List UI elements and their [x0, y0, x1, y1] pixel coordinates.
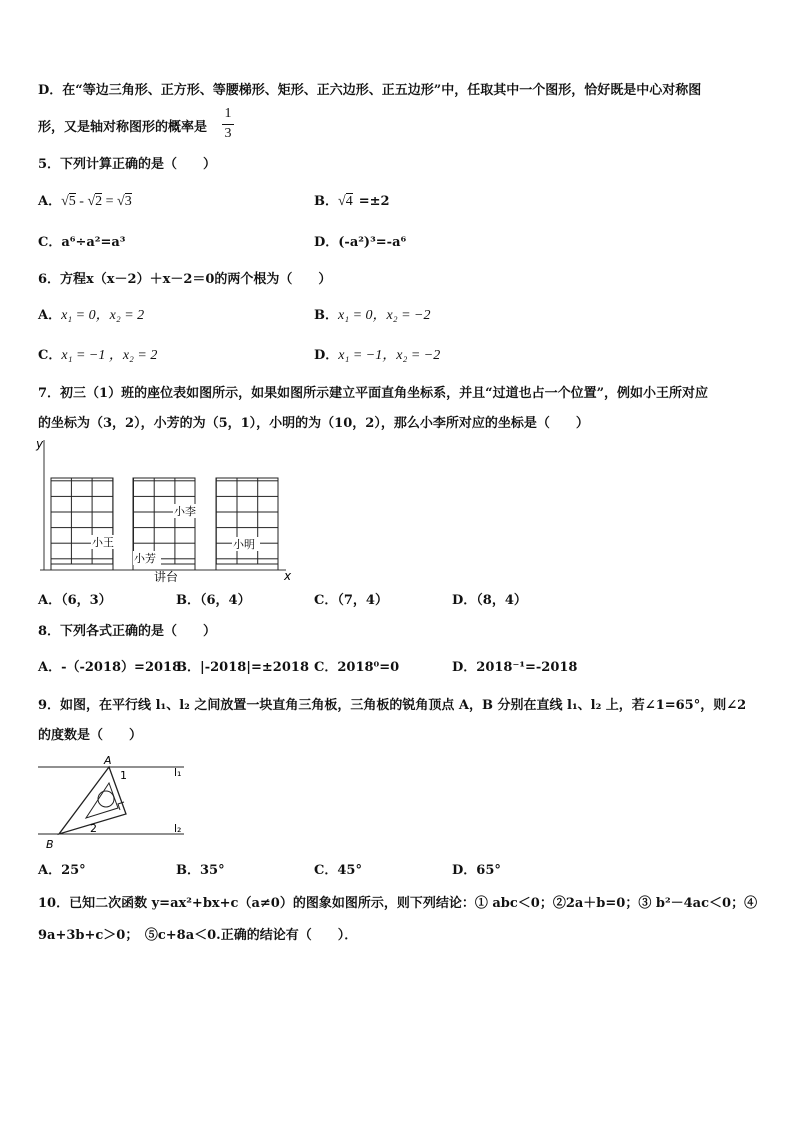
question-5-option-c: C．a⁶÷a²=a³	[38, 235, 126, 250]
seat-block-left	[51, 478, 113, 570]
angle-2-label: 2	[90, 822, 97, 835]
radicand-2: 2	[95, 194, 103, 209]
seating-chart-figure	[30, 434, 300, 586]
question-9-option-b: B．35°	[176, 863, 225, 878]
set-square-hole	[98, 791, 114, 807]
option-b-rest: =±2	[358, 194, 390, 209]
y-axis-label: y	[36, 437, 44, 451]
question-7-option-c: C．（7，4）	[314, 593, 388, 608]
question-9-line2: 的度数是（ ）	[38, 728, 143, 743]
question-7-option-b: B．（6，4）	[176, 593, 251, 608]
question-9-option-d: D．65°	[452, 863, 501, 878]
question-6-option-b	[314, 308, 431, 324]
question-4-option-d-line1: D．在“等边三角形、正方形、等腰梯形、矩形、正六边形、正五边形”中，任取其中一个图形，恰好既是中心对称图	[38, 83, 702, 98]
question-6-option-d	[314, 348, 440, 364]
question-9-option-a: A．25°	[38, 863, 86, 878]
label-l2: l₂	[174, 822, 182, 835]
question-8-stem: 8．下列各式正确的是（ ）	[38, 624, 217, 639]
label-xiaoming: 小明	[233, 538, 255, 551]
label-a: A	[104, 754, 112, 767]
question-7-option-a: A．（6，3）	[38, 593, 112, 608]
label-podium: 讲台	[154, 570, 179, 584]
question-5-option-d: D．(-a²)³=-a⁶	[314, 235, 407, 250]
question-7-line2: 的坐标为（3，2），小芳的为（5，1），小明的为（10，2），那么小李所对应的坐标是（ ）	[38, 416, 589, 431]
radicand-3: 3	[124, 194, 132, 209]
fraction-denominator: 3	[224, 126, 232, 141]
question-5-option-a: A．√5 - √2 = √3	[38, 194, 132, 209]
question-9-line1: 9．如图，在平行线 l₁、l₂ 之间放置一块直角三角板，三角板的锐角顶点 A，B 分别在直线 l₁、l₂ 上，若∠1=65°，则∠2	[38, 698, 747, 713]
radicand-4: 4	[345, 194, 353, 209]
x-axis-label: x	[284, 569, 292, 583]
question-7-line1: 7．初三（1）班的座位表如图所示，如果如图所示建立平面直角坐标系，并且“过道也占一个位置”，例如小王所对应	[38, 386, 709, 401]
question-8-option-a: A．-（-2018）=2018	[38, 660, 182, 675]
question-6-option-a	[38, 308, 144, 324]
question-10-line2: 9a+3b+c＞0； ⑤c+8a＜0.正确的结论有（ ）．	[38, 928, 358, 943]
angle-1-label: 1	[120, 769, 127, 782]
option-b-label: B．	[314, 308, 338, 323]
label-b: B	[46, 838, 54, 851]
minus-sign: -	[75, 194, 88, 209]
option-b-label: B．	[314, 194, 338, 209]
label-xiaoli: 小李	[174, 505, 196, 518]
question-5-option-b: B．√4 =±2	[314, 194, 390, 209]
question-8-option-b: B．|-2018|=±2018	[176, 660, 309, 675]
option-b-math: x₁ = 0，x₂ = −2	[338, 308, 431, 323]
fraction-bar	[222, 124, 234, 125]
label-l1: l₁	[174, 766, 182, 779]
equals-sign: =	[102, 194, 118, 209]
question-6-option-c	[38, 348, 157, 364]
question-4-option-d-line2: 形，又是轴对称图形的概率是	[38, 120, 208, 135]
fraction-numerator: 1	[224, 106, 232, 121]
option-a-label: A．	[38, 308, 62, 323]
question-5-stem: 5．下列计算正确的是（ ）	[38, 157, 217, 172]
option-d-math: x₁ = −1，x₂ = −2	[338, 348, 441, 363]
question-9-option-c: C．45°	[314, 863, 362, 878]
question-8-option-d: D．2018⁻¹=-2018	[452, 660, 578, 675]
radicand-5: 5	[68, 194, 76, 209]
option-a-math: x₁ = 0，x₂ = 2	[61, 308, 145, 323]
question-6-stem: 6．方程x（x－2）＋x－2＝0的两个根为（ ）	[38, 272, 332, 287]
option-c-math: x₁ = −1 ，x₂ = 2	[61, 348, 158, 363]
option-a-label: A．	[38, 194, 62, 209]
question-10-line1: 10．已知二次函数 y=ax²+bx+c（a≠0）的图象如图所示，则下列结论：① abc＜0；②2a＋b=0；③ b²－4ac＜0；④	[38, 896, 758, 911]
label-xiaowang: 小王	[92, 536, 114, 549]
seat-block-right	[216, 478, 278, 570]
label-xiaofang: 小芳	[134, 552, 156, 565]
question-7-option-d: D．（8，4）	[452, 593, 527, 608]
option-d-label: D．	[314, 348, 339, 363]
question-8-option-c: C．2018⁰=0	[314, 660, 400, 675]
set-square-inner	[86, 783, 118, 818]
triangle-figure	[34, 750, 204, 856]
option-c-label: C．	[38, 348, 62, 363]
